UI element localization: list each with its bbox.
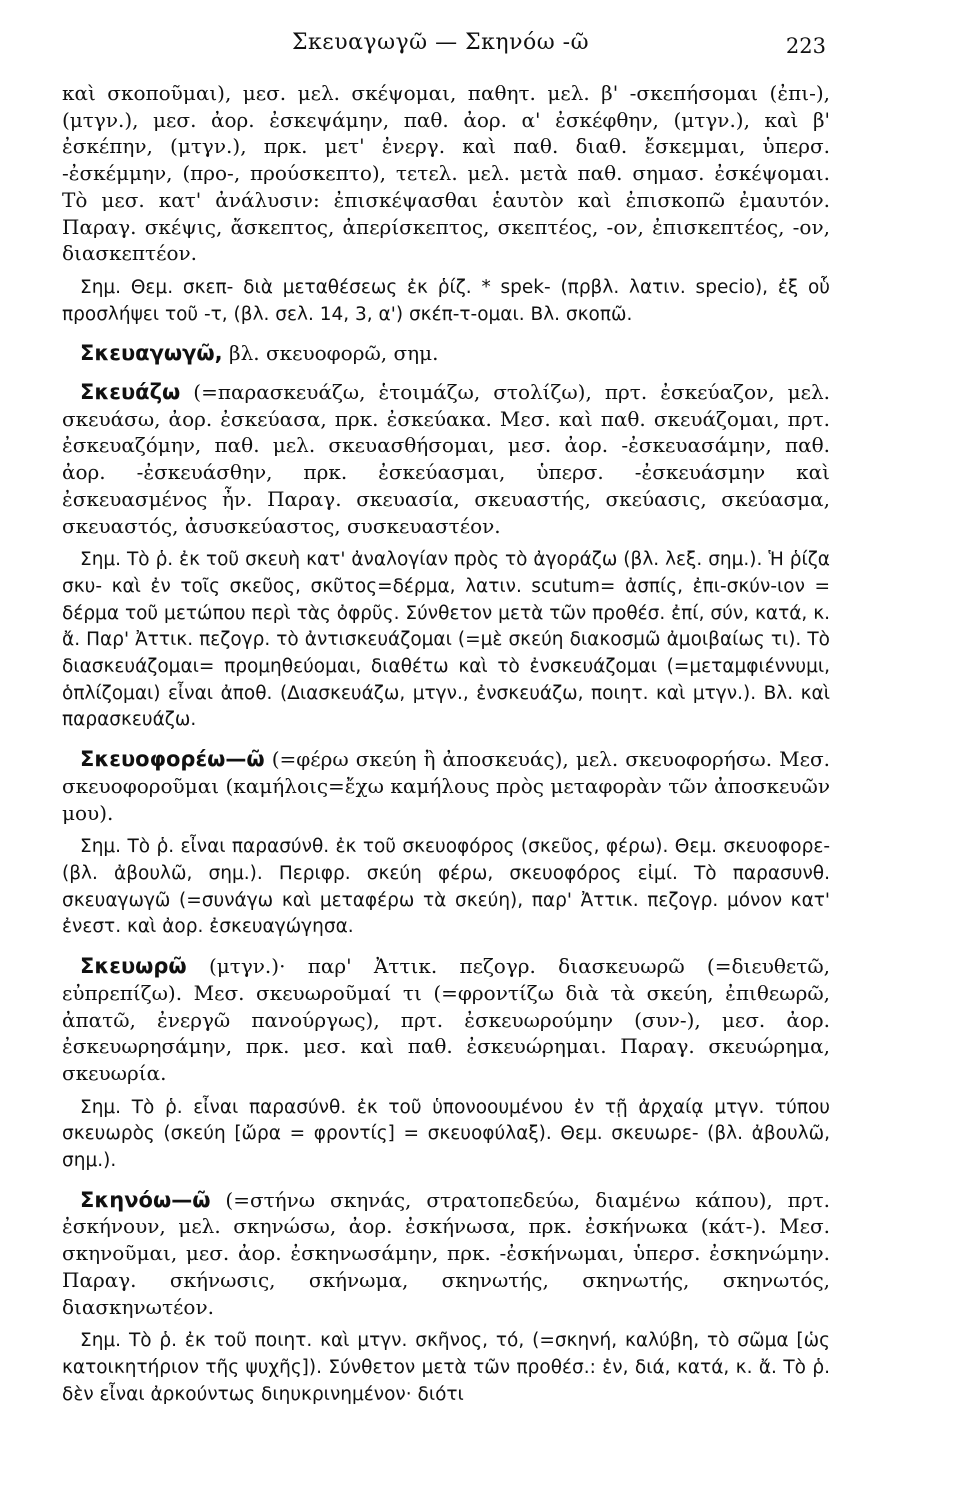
entry-text: καὶ σκοποῦμαι), μεσ. μελ. σκέψομαι, παθητ. μελ. β' -σκεπήσομαι (ἐπι-), (μτγν.), μεσ. ἀορ. ἐσκεψάμην, παθ. ἀορ. α' ἐσκέφθην, (μτγν.), καὶ β' ἐσκέπην, (μτγν.), πρκ. μετ' ἐνεργ. καὶ παθ. διαθ. ἔσκεμμαι, ὑπερσ. -ἐσκέμμην, (προ-, προύσκεπτο), τετελ. μελ. μετὰ παθ. σημασ. ἐσκέψομαι. Τὸ μεσ. κατ' ἀνάλυσιν: ἐπισκέψασθαι ἑαυτὸν καὶ ἐπισκοπῶ ἐμαυτόν. Παραγ. σκέψις, ἄσκεπτος, ἀπερίσκεπτος, σκεπτέος, -ον, ἐπισκεπτέος, -ον, διασκεπτέον. (62, 81, 830, 266)
entry-text: βλ. σκευοφορῶ, σημ. (229, 341, 439, 366)
entry-text: Σημ. Τὸ ῥ. ἐκ τοῦ ποιητ. καὶ μτγν. σκῆνος, τό, (=σκηνή, καλύβη, τὸ σῶμα [ὡς κατοικητήριον τῆς ψυχῆς]). Σύνθετον μετὰ τῶν προθέσ.: ἐν, διά, κατά, κ. ἄ. Τὸ ῥ. δὲν εἶναι ἀρκούντως διηυκρινημένον· διότι (62, 1330, 830, 1405)
entry-headword: Σκευωρῶ (80, 954, 187, 979)
dictionary-entry (62, 1187, 830, 1321)
dictionary-entry (62, 953, 830, 1087)
etymology-note (62, 275, 830, 328)
entry-text: (=στήνω σκηνάς, στρατοπεδεύω, διαμένω κάπου), πρτ. ἐσκήνουν, μελ. σκηνώσω, ἀορ. ἐσκήνωσα, πρκ. ἐσκήνωκα (κάτ-). Μεσ. σκηνοῦμαι, μεσ. ἀορ. ἐσκηνωσάμην, πρκ. -ἐσκήνωμαι, ὑπερσ. ἐσκηνώμην. Παραγ. σκήνωσις, σκήνωμα, σκηνωτής, σκηνωτής, σκηνωτός, διασκηνωτέον. (62, 1187, 830, 1319)
entry-continuation (62, 80, 830, 267)
dictionary-entry (62, 340, 830, 367)
entry-text: Σημ. Τὸ ῥ. ἐκ τοῦ σκευὴ κατ' ἀναλογίαν πρὸς τὸ ἀγοράζω (βλ. λεξ. σημ.). Ἡ ῥίζα σκυ- καὶ ἐν τοῖς σκεῦος, σκῦτος=δέρμα, λατιν. scutum= ἀσπίς, ἐπι-σκύν-ιον = δέρμα τοῦ μετώπου περὶ τὰς ὀφρῦς. Σύνθετον μετὰ τῶν προθέσ. ἐπί, σύν, κατά, κ. ἄ. Παρ' Ἀττικ. πεζογρ. τὸ ἀντισκευάζομαι (=μὲ σκεύη διακοσμῶ ἀμοιβαίως τι). Τὸ διασκευάζομαι= προμηθεύομαι, διαθέτω καὶ τὸ ἐνσκευάζομαι (=μεταμφιέννυμι, ὁπλίζομαι) εἶναι ἀποθ. (Διασκευάζω, μτγν., ἐνσκευάζω, ποιητ. καὶ μτγν.). Βλ. καὶ παρασκευάζω. (62, 549, 830, 731)
page-header (0, 22, 956, 62)
dictionary-entry (62, 379, 830, 539)
entry-headword: Σκευαγωγῶ, (80, 341, 223, 366)
entry-headword: Σκηνόω—ῶ (80, 1187, 211, 1212)
page-number: 223 (785, 34, 826, 58)
etymology-note (62, 1095, 830, 1175)
entry-text: Σημ. Τὸ ῥ. εἶναι παρασύνθ. ἐκ τοῦ σκευοφόρος (σκεῦος, φέρω). Θεμ. σκευοφορε- (βλ. ἀβουλῶ, σημ.). Περιφρ. σκεύη φέρω, σκευοφόρος εἰμί. Τὸ παρασυνθ. σκευαγωγῶ (=συνάγω καὶ μεταφέρω τὰ σκεύη), παρ' Ἀττικ. πεζογρ. μόνον κατ' ἐνεστ. καὶ ἀορ. ἐσκευαγώγησα. (62, 836, 830, 938)
etymology-note (62, 834, 830, 941)
entry-text: (μτγν.)· παρ' Ἀττικ. πεζογρ. διασκευωρῶ (=διευθετῶ, εὐπρεπίζω). Μεσ. σκευωροῦμαί τι (=φροντίζω διὰ τὰ σκεύη, ἐπιθεωρῶ, ἀπατῶ, ἐνεργῶ πανούργως), πρτ. ἐσκευωρούμην (συν-), μεσ. ἀορ. ἐσκευωρησάμην, πρκ. μεσ. καὶ παθ. ἐσκευώρημαι. Παραγ. σκευώρημα, σκευωρία. (62, 954, 830, 1085)
entry-text: (=φέρω σκεύη ἢ ἀποσκευάς), μελ. σκευοφορήσω. Μεσ. σκευοφοροῦμαι (καμήλοις=ἔχω καμήλους πρὸς μεταφορὰν τῶν ἀποσκευῶν μου). (62, 747, 830, 825)
etymology-note (62, 1328, 830, 1408)
entry-text: (=παρασκευάζω, ἑτοιμάζω, στολίζω), πρτ. ἐσκεύαζον, μελ. σκευάσω, ἀορ. ἐσκεύασα, πρκ. ἐσκεύακα. Μεσ. καὶ παθ. σκευάζομαι, πρτ. ἐσκευαζόμην, παθ. μελ. σκευασθήσομαι, μεσ. ἀορ. -ἐσκευασάμην, παθ. ἀορ. -ἐσκευάσθην, πρκ. ἐσκεύασμαι, ὑπερσ. -ἐσκευάσμην καὶ ἐσκευασμένος ἦν. Παραγ. σκευασία, σκευαστής, σκεύασις, σκεύασμα, σκευαστός, ἀσυσκεύαστος, συσκευαστέον. (62, 380, 831, 538)
entry-text: Σημ. Θεμ. σκεπ- διὰ μεταθέσεως ἐκ ῥίζ. * spek- (πρβλ. λατιν. specio), ἐξ οὗ προσλήψει τοῦ -τ, (βλ. σελ. 14, 3, α') σκέπ-τ-ομαι. Βλ. σκοπῶ. (62, 276, 830, 325)
entry-text: Σημ. Τὸ ῥ. εἶναι παρασύνθ. ἐκ τοῦ ὑπονοουμένου ἐν τῇ ἀρχαίᾳ μτγν. τύπου σκευωρὸς (σκεύη [ὤρα = φροντίς] = σκευοφύλαξ). Θεμ. σκευωρε- (βλ. ἀβουλῶ, σημ.). (62, 1096, 830, 1172)
running-head: Σκευαγωγῶ — Σκηνόω -ῶ (292, 30, 590, 55)
entry-headword: Σκευάζω (80, 380, 181, 405)
entry-headword: Σκευοφορέω—ῶ (80, 747, 265, 772)
page-body (62, 80, 830, 1408)
etymology-note (62, 547, 830, 734)
dictionary-entry (62, 746, 830, 826)
